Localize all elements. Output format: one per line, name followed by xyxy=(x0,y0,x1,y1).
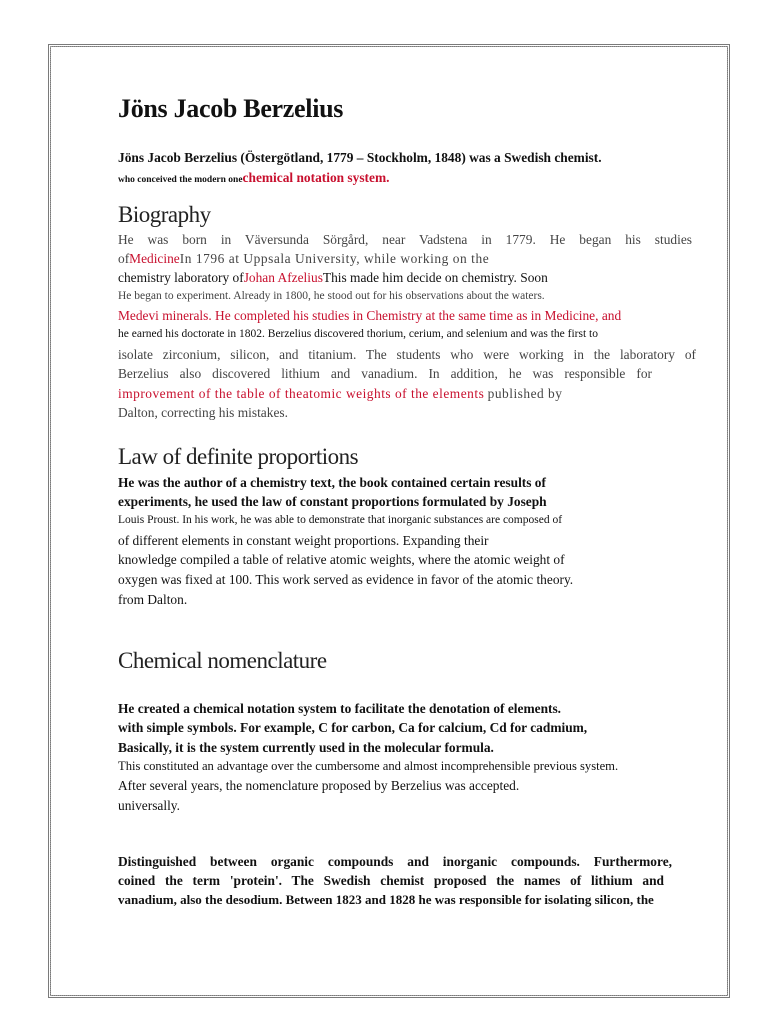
closing-line-3: vanadium, also the desodium. Between 1823 and 1828 he was responsible for isolating silicon, the xyxy=(118,892,654,907)
law-heading: Law of definite proportions xyxy=(118,444,359,469)
closing-line-1: Distinguished between organic compounds and inorganic compounds. Furthermore, xyxy=(118,854,672,869)
bio-line-3 xyxy=(118,270,548,286)
law-line-3: Louis Proust. In his work, he was able to demonstrate that inorganic substances are composed of xyxy=(118,514,563,526)
law-line-7: from Dalton. xyxy=(118,592,188,607)
law-line-1: He was the author of a chemistry text, the book contained certain results of xyxy=(118,475,546,490)
bio-line-5[interactable]: Medevi minerals. He completed his studies in Chemistry at the same time as in Medicine, and xyxy=(118,308,622,323)
closing-line-2: coined the term 'protein'. The Swedish chemist proposed the names of lithium and xyxy=(118,873,664,888)
bio-line-6: he earned his doctorate in 1802. Berzelius discovered thorium, cerium, and selenium and was the first to xyxy=(118,328,598,340)
bio-line-3a: chemistry laboratory of xyxy=(118,270,244,285)
bio-line-3b: This made him decide on chemistry. Soon xyxy=(322,270,548,285)
bio-line-7: isolate zirconium, silicon, and titanium. The students who were working in the laboratory of xyxy=(118,347,696,362)
biography-heading: Biography xyxy=(118,202,211,227)
nom-line-1: He created a chemical notation system to facilitate the denotation of elements. xyxy=(118,701,562,716)
atomic-weights-link[interactable]: improvement of the table of theatomic weights of the elements xyxy=(118,386,485,401)
law-line-4: of different elements in constant weight proportions. Expanding their xyxy=(118,533,489,548)
bio-line-9 xyxy=(118,386,562,402)
nom-line-3: Basically, it is the system currently used in the molecular formula. xyxy=(118,740,494,755)
intro-line-1: Jöns Jacob Berzelius (Östergötland, 1779 – Stockholm, 1848) was a Swedish chemist. xyxy=(118,150,602,165)
nom-line-4: This constituted an advantage over the cumbersome and almost incomprehensible previous system. xyxy=(118,759,619,773)
bio-line-10: Dalton, correcting his mistakes. xyxy=(118,405,288,420)
bio-line-2b: In 1796 at Uppsala University, while working on the xyxy=(179,251,490,266)
bio-line-8: Berzelius also discovered lithium and vanadium. In addition, he was responsible for xyxy=(118,366,652,381)
medicine-link[interactable]: Medicine xyxy=(129,251,180,266)
bio-line-4: He began to experiment. Already in 1800, he stood out for his observations about the waters. xyxy=(118,290,545,302)
law-line-5: knowledge compiled a table of relative atomic weights, where the atomic weight of xyxy=(118,552,565,567)
nomenclature-heading: Chemical nomenclature xyxy=(118,648,327,673)
bio-line-1: He was born in Väversunda Sörgård, near Vadstena in 1779. He began his studies xyxy=(118,232,692,247)
nom-line-6: universally. xyxy=(118,798,180,813)
bio-line-2 xyxy=(118,251,489,267)
intro-small-text: who conceived the modern one xyxy=(118,175,243,185)
page-title: Jöns Jacob Berzelius xyxy=(118,94,344,123)
bio-line-2a: of xyxy=(118,251,130,266)
law-line-2: experiments, he used the law of constant proportions formulated by Joseph xyxy=(118,494,547,509)
intro-line-2 xyxy=(118,169,389,187)
law-line-6: oxygen was fixed at 100. This work served as evidence in favor of the atomic theory. xyxy=(118,572,574,587)
nom-line-5: After several years, the nomenclature proposed by Berzelius was accepted. xyxy=(118,778,520,793)
bio-line-9b: published by xyxy=(487,386,563,401)
intro-red-link[interactable]: chemical notation system. xyxy=(242,170,390,185)
afzelius-link[interactable]: Johan Afzelius xyxy=(243,270,323,285)
nom-line-2: with simple symbols. For example, C for carbon, Ca for calcium, Cd for cadmium, xyxy=(118,720,588,735)
